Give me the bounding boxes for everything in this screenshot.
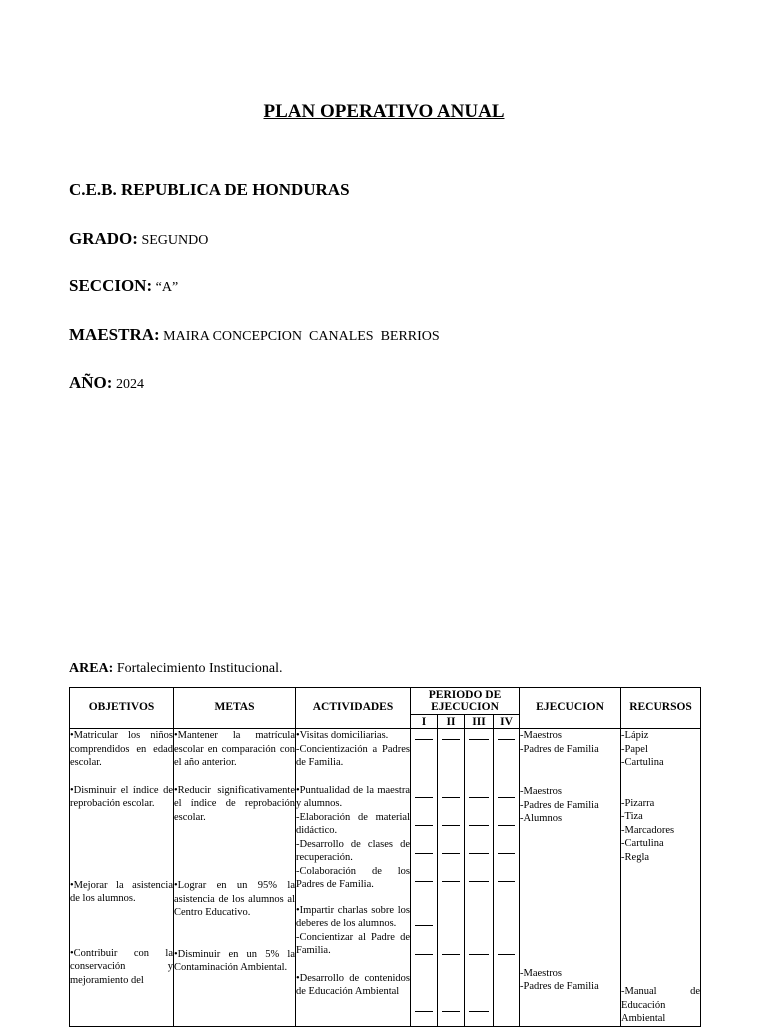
actividad-item: •Visitas domiciliarias. <box>296 730 389 741</box>
actividad-item: -Concientización a Padres de Familia. <box>296 743 410 768</box>
actividad-item: -Desarrollo de clases de recuperación. <box>296 838 410 863</box>
period-mark <box>469 739 489 740</box>
period-mark <box>415 739 433 740</box>
document-title: PLAN OPERATIVO ANUAL <box>263 101 505 122</box>
anio-value: 2024 <box>115 377 144 392</box>
recurso-item: -Pizarra <box>621 797 655 809</box>
recurso-item: -Cartulina <box>621 838 664 849</box>
actividad-item: -Concientizar al Padre de Familia. <box>296 931 410 956</box>
meta-item: •Disminuir en un 5% la Contaminación Ambiental. <box>174 948 295 973</box>
recurso-item: -Cartulina <box>621 757 664 768</box>
ejecucion-item: -Padres de Familia <box>520 743 599 755</box>
header-ejecucion: EJECUCION <box>520 688 621 729</box>
school-name: C.E.B. REPUBLICA DE HONDURAS <box>69 180 350 199</box>
anio-line <box>69 373 144 393</box>
actividad-item: •Impartir charlas sobre los deberes de los alumnos. <box>296 904 410 929</box>
period-iv-cell <box>494 729 520 1027</box>
objetivo-item: •Matricular los niños comprendidos en edad escolar. <box>70 730 173 768</box>
meta-item: •Mantener la matrícula escolar en comparación con el año anterior. <box>174 730 295 768</box>
area-value: Fortalecimiento Institucional. <box>116 661 283 676</box>
ejecucion-item: -Maestros <box>520 967 563 979</box>
period-mark <box>415 853 433 854</box>
recurso-item: -Lápiz <box>621 730 649 741</box>
recurso-item: -Regla <box>621 851 650 863</box>
period-mark <box>498 881 515 882</box>
period-mark <box>469 825 489 826</box>
recurso-item: -Tiza <box>621 811 643 822</box>
header-period-ii: II <box>438 715 465 729</box>
actividad-item: -Elaboración de material didáctico. <box>296 811 410 836</box>
objetivo-item: •Contribuir con la conservación y mejoramiento del <box>70 947 173 986</box>
period-mark <box>498 954 515 955</box>
period-mark <box>442 853 460 854</box>
period-ii-cell <box>438 729 465 1027</box>
period-mark <box>415 825 433 826</box>
metas-cell <box>174 729 296 1027</box>
period-mark <box>442 954 460 955</box>
table-row <box>70 729 701 1027</box>
recurso-item: -Marcadores <box>621 824 675 836</box>
plan-table <box>69 687 701 1027</box>
period-iii-cell <box>465 729 494 1027</box>
recurso-item: -Manual de Educación Ambiental <box>621 986 701 1024</box>
maestra-label: MAESTRA: <box>69 325 160 344</box>
period-mark <box>498 825 515 826</box>
header-period-iii: III <box>465 715 494 729</box>
period-mark <box>415 797 433 798</box>
header-objetivos: OBJETIVOS <box>70 688 174 729</box>
period-mark <box>498 853 515 854</box>
period-mark <box>469 797 489 798</box>
area-label: AREA: <box>69 661 114 676</box>
header-metas: METAS <box>174 688 296 729</box>
period-mark <box>498 739 515 740</box>
meta-item: •Reducir significativamente el índice de reprobación escolar. <box>174 784 295 823</box>
ejecucion-item: -Alumnos <box>520 813 563 824</box>
objetivo-item: •Mejorar la asistencia de los alumnos. <box>70 879 173 904</box>
actividades-cell <box>296 729 411 1027</box>
meta-item: •Lograr en un 95% la asistencia de los alumnos al Centro Educativo. <box>174 880 295 918</box>
ejecucion-item: -Maestros <box>520 786 563 797</box>
grado-line <box>69 229 208 249</box>
actividad-item: •Puntualidad de la maestra y alumnos. <box>296 784 410 809</box>
grado-value: SEGUNDO <box>141 233 209 248</box>
period-mark <box>442 881 460 882</box>
area-line <box>69 661 282 677</box>
period-mark <box>415 1011 433 1012</box>
period-mark <box>469 1011 489 1012</box>
actividad-item: •Desarrollo de contenidos de Educación Ambiental <box>296 972 410 997</box>
maestra-value: MAIRA CONCEPCION CANALES BERRIOS <box>163 329 440 344</box>
period-mark <box>498 797 515 798</box>
ejecucion-item: -Maestros <box>520 730 563 741</box>
header-period-iv: IV <box>494 715 520 729</box>
maestra-line <box>69 325 440 345</box>
period-mark <box>469 954 489 955</box>
seccion-label: SECCION: <box>69 276 153 295</box>
header-periodo <box>411 688 520 715</box>
objetivo-item: •Disminuir el índice de reprobación escolar. <box>70 784 173 809</box>
period-mark <box>415 925 433 926</box>
recursos-cell <box>621 729 701 1027</box>
period-mark <box>442 739 460 740</box>
header-period-i: I <box>411 715 438 729</box>
header-periodo-line2: EJECUCION <box>431 701 499 713</box>
grado-label: GRADO: <box>69 229 138 248</box>
period-i-cell <box>411 729 438 1027</box>
period-mark <box>469 881 489 882</box>
period-mark <box>442 797 460 798</box>
seccion-value: “A” <box>155 280 179 295</box>
ejecucion-item: -Padres de Familia <box>520 799 599 811</box>
period-mark <box>469 853 489 854</box>
objetivos-cell <box>70 729 174 1027</box>
header-recursos: RECURSOS <box>621 688 701 729</box>
period-mark <box>442 825 460 826</box>
header-actividades: ACTIVIDADES <box>296 688 411 729</box>
seccion-line <box>69 276 178 296</box>
header-periodo-line1: PERIODO DE <box>428 689 502 701</box>
period-mark <box>415 954 433 955</box>
ejecucion-item: -Padres de Familia <box>520 981 599 992</box>
period-mark <box>442 1011 460 1012</box>
anio-label: AÑO: <box>69 373 113 392</box>
recurso-item: -Papel <box>621 743 648 755</box>
ejecucion-cell <box>520 729 621 1027</box>
period-mark <box>415 881 433 882</box>
actividad-item: -Colaboración de los Padres de Familia. <box>296 865 410 890</box>
